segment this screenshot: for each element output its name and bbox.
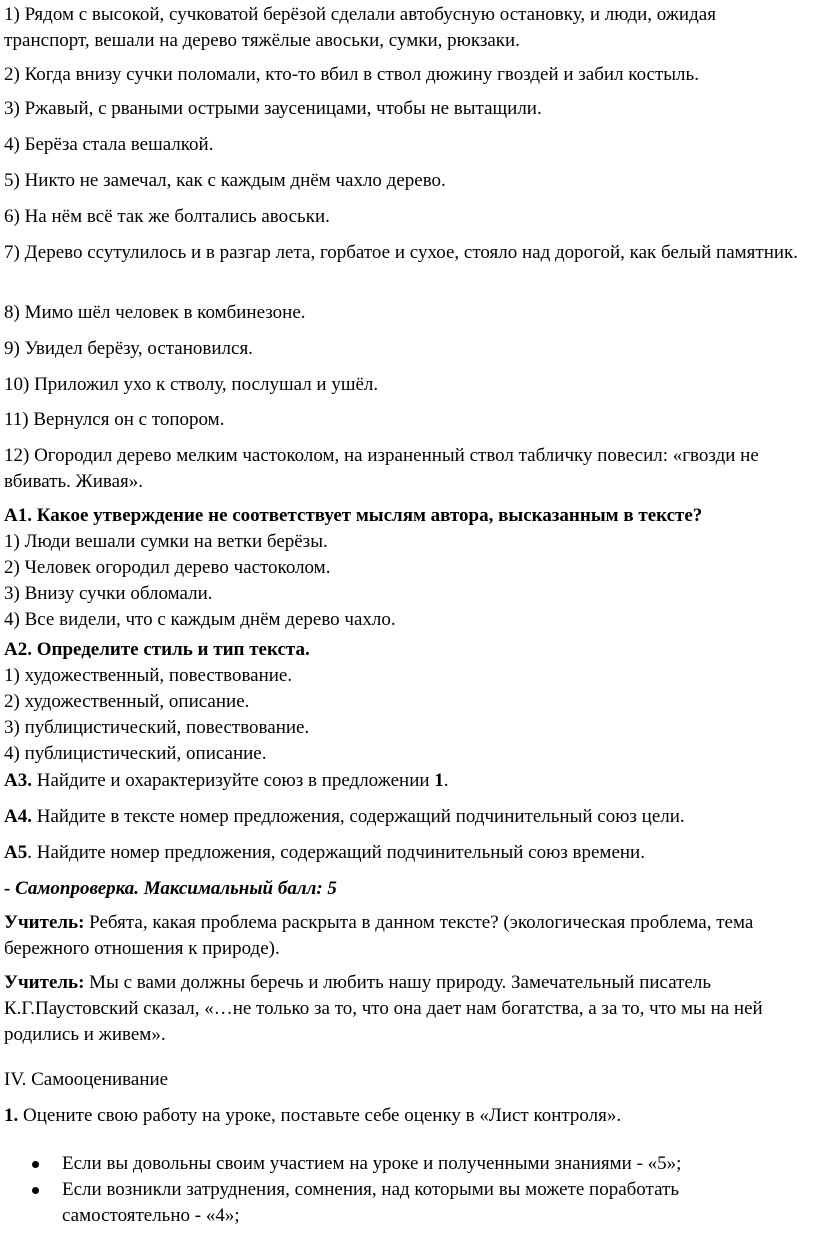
option: 2) Человек огородил дерево частоколом. (4, 557, 331, 578)
task-1-label: 1. (4, 1105, 19, 1126)
sentence-8: 8) Мимо шёл человек в комбинезоне. (4, 302, 306, 323)
teacher-remark-1 (4, 910, 804, 962)
question-a4 (4, 804, 804, 830)
sentence-9: 9) Увидел берёзу, остановился. (4, 338, 253, 359)
question-a3-number: 1 (434, 770, 444, 791)
bullet-icon (32, 1161, 39, 1168)
teacher-remark-2 (4, 970, 804, 1048)
question-a3-label: А3. (4, 770, 32, 791)
sentence-12: 12) Огородил дерево мелким частоколом, на израненный ствол табличку повесил: «гвозди не вбивать. Живая». (4, 445, 759, 492)
question-a4-text: Найдите в тексте номер предложения, содержащий подчинительный союз цели. (31, 806, 685, 827)
teacher-remark-text: Мы с вами должны беречь и любить нашу природу. Замечательный писатель К.Г.Паустовский сказал, «…не только за то, что она дает нам богатства, а за то, что мы на ней родились и живем». (4, 972, 763, 1045)
question-a5-label: А5 (4, 842, 28, 863)
list-item-text: Если возникли затруднения, сомнения, над которыми вы можете поработать самостоятельно - «4»; (62, 1179, 679, 1226)
sentence-4: 4) Берёза стала вешалкой. (4, 134, 214, 155)
section-heading: IV. Самооценивание (4, 1069, 169, 1090)
sentence-7: 7) Дерево ссутулилось и в разгар лета, горбатое и сухое, стояло над дорогой, как белый памятник. (4, 242, 799, 263)
question-a2 (4, 637, 804, 767)
option: 3) публицистический, повествование. (4, 717, 310, 738)
sentence-11: 11) Вернулся он с топором. (4, 409, 225, 430)
sentence-1: 1) Рядом с высокой, сучковатой берёзой сделали автобусную остановку, и люди, ожидая транспорт, вешали на дерево тяжёлые авоськи, сумки, рюкзаки. (4, 4, 716, 51)
bullet-list (4, 1151, 804, 1229)
question-a1-title: А1. Какое утверждение не соответствует мыслям автора, высказанным в тексте? (4, 505, 703, 526)
list-item (4, 1177, 804, 1229)
task-1-text: Оцените свою работу на уроке, поставьте себе оценку в «Лист контроля». (18, 1105, 622, 1126)
option: 1) художественный, повествование. (4, 665, 293, 686)
question-a3-text: Найдите и охарактеризуйте союз в предложении (31, 770, 435, 791)
sentence-3: 3) Ржавый, с рваными острыми заусеницами, чтобы не вытащили. (4, 98, 542, 119)
question-a5-text: . Найдите номер предложения, содержащий подчинительный союз времени. (27, 842, 645, 863)
bullet-icon (32, 1187, 39, 1194)
task-1 (4, 1103, 804, 1129)
question-a5 (4, 840, 804, 866)
teacher-remark-text: Ребята, какая проблема раскрыта в данном тексте? (экологическая проблема, тема бережного отношения к природе). (4, 912, 754, 959)
option: 4) публицистический, описание. (4, 743, 267, 764)
self-check-heading: - Самопроверка. Максимальный балл: 5 (4, 878, 337, 899)
sentence-2: 2) Когда внизу сучки поломали, кто-то вбил в ствол дюжину гвоздей и забил костыль. (4, 64, 699, 85)
list-item-text: Если вы довольны своим участием на уроке и полученными знаниями - «5»; (62, 1153, 682, 1174)
sentence-10: 10) Приложил ухо к стволу, послушал и ушёл. (4, 374, 379, 395)
sentence-6: 6) На нём всё так же болтались авоськи. (4, 206, 330, 227)
teacher-label: Учитель: (4, 972, 85, 993)
teacher-label: Учитель: (4, 912, 85, 933)
question-a3 (4, 768, 804, 794)
option: 4) Все видели, что с каждым днём дерево чахло. (4, 609, 396, 630)
question-a4-label: А4. (4, 806, 32, 827)
list-item (4, 1151, 804, 1177)
question-a1 (4, 503, 804, 633)
option: 3) Внизу сучки обломали. (4, 583, 213, 604)
option: 1) Люди вешали сумки на ветки берёзы. (4, 531, 328, 552)
question-a2-title: А2. Определите стиль и тип текста. (4, 639, 310, 660)
sentence-5: 5) Никто не замечал, как с каждым днём чахло дерево. (4, 170, 446, 191)
option: 2) художественный, описание. (4, 691, 250, 712)
question-a3-end: . (443, 770, 449, 791)
